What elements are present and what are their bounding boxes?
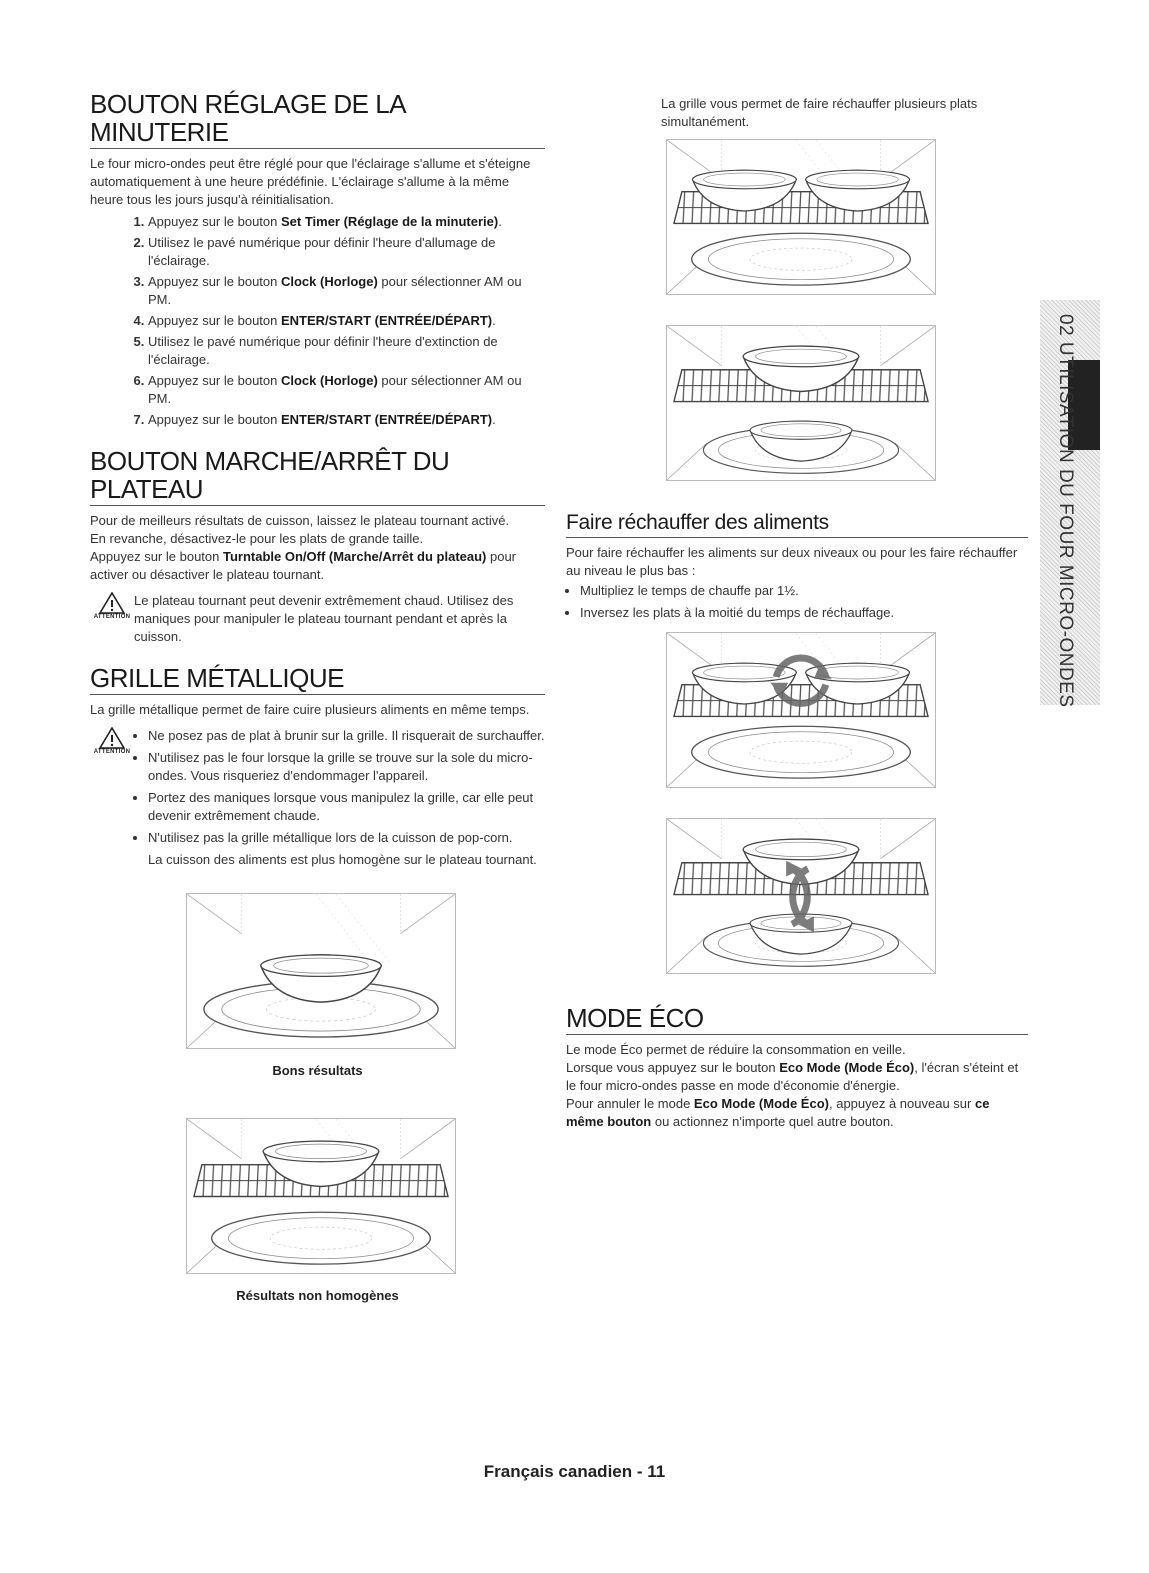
timer-step: 5. Utilisez le pavé numérique pour définir l'heure d'extinction de l'éclairage.	[148, 333, 545, 369]
chapter-label: 02 UTILISATION DU FOUR MICRO-ONDES	[1055, 314, 1076, 708]
timer-steps	[90, 213, 545, 429]
figure-swap-levels	[666, 818, 936, 974]
list-item: • Portez des maniques lorsque vous manipulez la grille, car elle peut devenir extrêmement chaude.	[148, 789, 545, 825]
rack-warning	[90, 727, 545, 869]
list-item: • N'utilisez pas la grille métallique lors de la cuisson de pop-corn.	[148, 829, 545, 847]
eco-line1: Le mode Éco permet de réduire la consommation en veille.	[566, 1042, 906, 1057]
turntable-warning-text: Le plateau tournant peut devenir extrêmement chaud. Utilisez des maniques pour manipuler le plateau tournant pendant et après la cuisson.	[134, 593, 514, 644]
list-item: • N'utilisez pas le four lorsque la grille se trouve sur la sole du micro-ondes. Vous risqueriez d'endommager l'appareil.	[148, 749, 545, 785]
figure-good-results	[186, 893, 456, 1049]
eco-line2: Lorsque vous appuyez sur le bouton Eco Mode (Mode Éco), l'écran s'éteint et le four micro-ondes passe en mode d'économie d'énergie.	[566, 1060, 1019, 1093]
timer-step: 3. Appuyez sur le bouton Clock (Horloge) pour sélectionner AM ou PM.	[148, 273, 545, 309]
section-title-timer: BOUTON RÉGLAGE DE LA MINUTERIE	[90, 90, 545, 149]
page-footer: Français canadien - 11	[483, 1462, 666, 1481]
warning-icon	[90, 727, 134, 869]
section-title-reheat: Faire réchauffer des aliments	[566, 511, 1028, 538]
list-item: • Ne posez pas de plat à brunir sur la grille. Il risquerait de surchauffer.	[148, 727, 545, 745]
section-title-eco: MODE ÉCO	[566, 1004, 1028, 1035]
left-column	[90, 90, 545, 1303]
turntable-line1: Pour de meilleurs résultats de cuisson, laissez le plateau tournant activé.	[90, 513, 510, 528]
turntable-warning	[90, 592, 545, 646]
figure-uneven-results	[186, 1118, 456, 1274]
list-item: • Multipliez le temps de chauffe par 1½.	[580, 582, 1028, 600]
eco-line3: Pour annuler le mode Eco Mode (Mode Éco), appuyez à nouveau sur ce même bouton ou actionnez n'importe quel autre bouton.	[566, 1096, 990, 1129]
figure-two-plates-rack	[666, 139, 936, 295]
attention-label: ATTENTION	[93, 749, 131, 755]
right-intro: La grille vous permet de faire réchauffer plusieurs plats simultanément.	[661, 96, 978, 129]
rack-intro: La grille métallique permet de faire cuire plusieurs aliments en même temps.	[90, 702, 530, 717]
figure-two-levels	[666, 325, 936, 481]
reheat-list	[566, 582, 1028, 622]
attention-label: ATTENTION	[93, 614, 131, 620]
chapter-side-tab	[1040, 300, 1100, 708]
section-title-turntable: BOUTON MARCHE/ARRÊT DU PLATEAU	[90, 447, 545, 506]
rack-warning-list	[134, 727, 545, 847]
reheat-intro: Pour faire réchauffer les aliments sur deux niveaux ou pour les faire réchauffer au niveau le plus bas :	[566, 545, 1018, 578]
list-item: • Inversez les plats à la moitié du temps de réchauffage.	[580, 604, 1028, 622]
timer-step: 1. Appuyez sur le bouton Set Timer (Réglage de la minuterie).	[148, 213, 545, 231]
right-column	[566, 95, 1028, 1131]
timer-step: 2. Utilisez le pavé numérique pour définir l'heure d'allumage de l'éclairage.	[148, 234, 545, 270]
caption-good-results: Bons résultats	[272, 1063, 363, 1078]
caption-uneven-results: Résultats non homogènes	[236, 1288, 399, 1303]
timer-step: 4. Appuyez sur le bouton ENTER/START (ENTRÉE/DÉPART).	[148, 312, 545, 330]
timer-intro: Le four micro-ondes peut être réglé pour que l'éclairage s'allume et s'éteigne automatiquement à une heure prédéfinie. L'éclairage s'allume à la même heure tous les jours jusqu'à réinitialisation.	[90, 156, 531, 207]
rack-note: La cuisson des aliments est plus homogène sur le plateau tournant.	[148, 852, 537, 867]
section-title-rack: GRILLE MÉTALLIQUE	[90, 664, 545, 695]
turntable-line2: En revanche, désactivez-le pour les plats de grande taille.	[90, 531, 424, 546]
timer-step: 6. Appuyez sur le bouton Clock (Horloge) pour sélectionner AM ou PM.	[148, 372, 545, 408]
timer-step: 7. Appuyez sur le bouton ENTER/START (ENTRÉE/DÉPART).	[148, 411, 545, 429]
warning-icon	[90, 592, 134, 646]
turntable-line3: Appuyez sur le bouton Turntable On/Off (Marche/Arrêt du plateau) pour activer ou désactiver le plateau tournant.	[90, 549, 517, 582]
figure-swap-plates-rack	[666, 632, 936, 788]
